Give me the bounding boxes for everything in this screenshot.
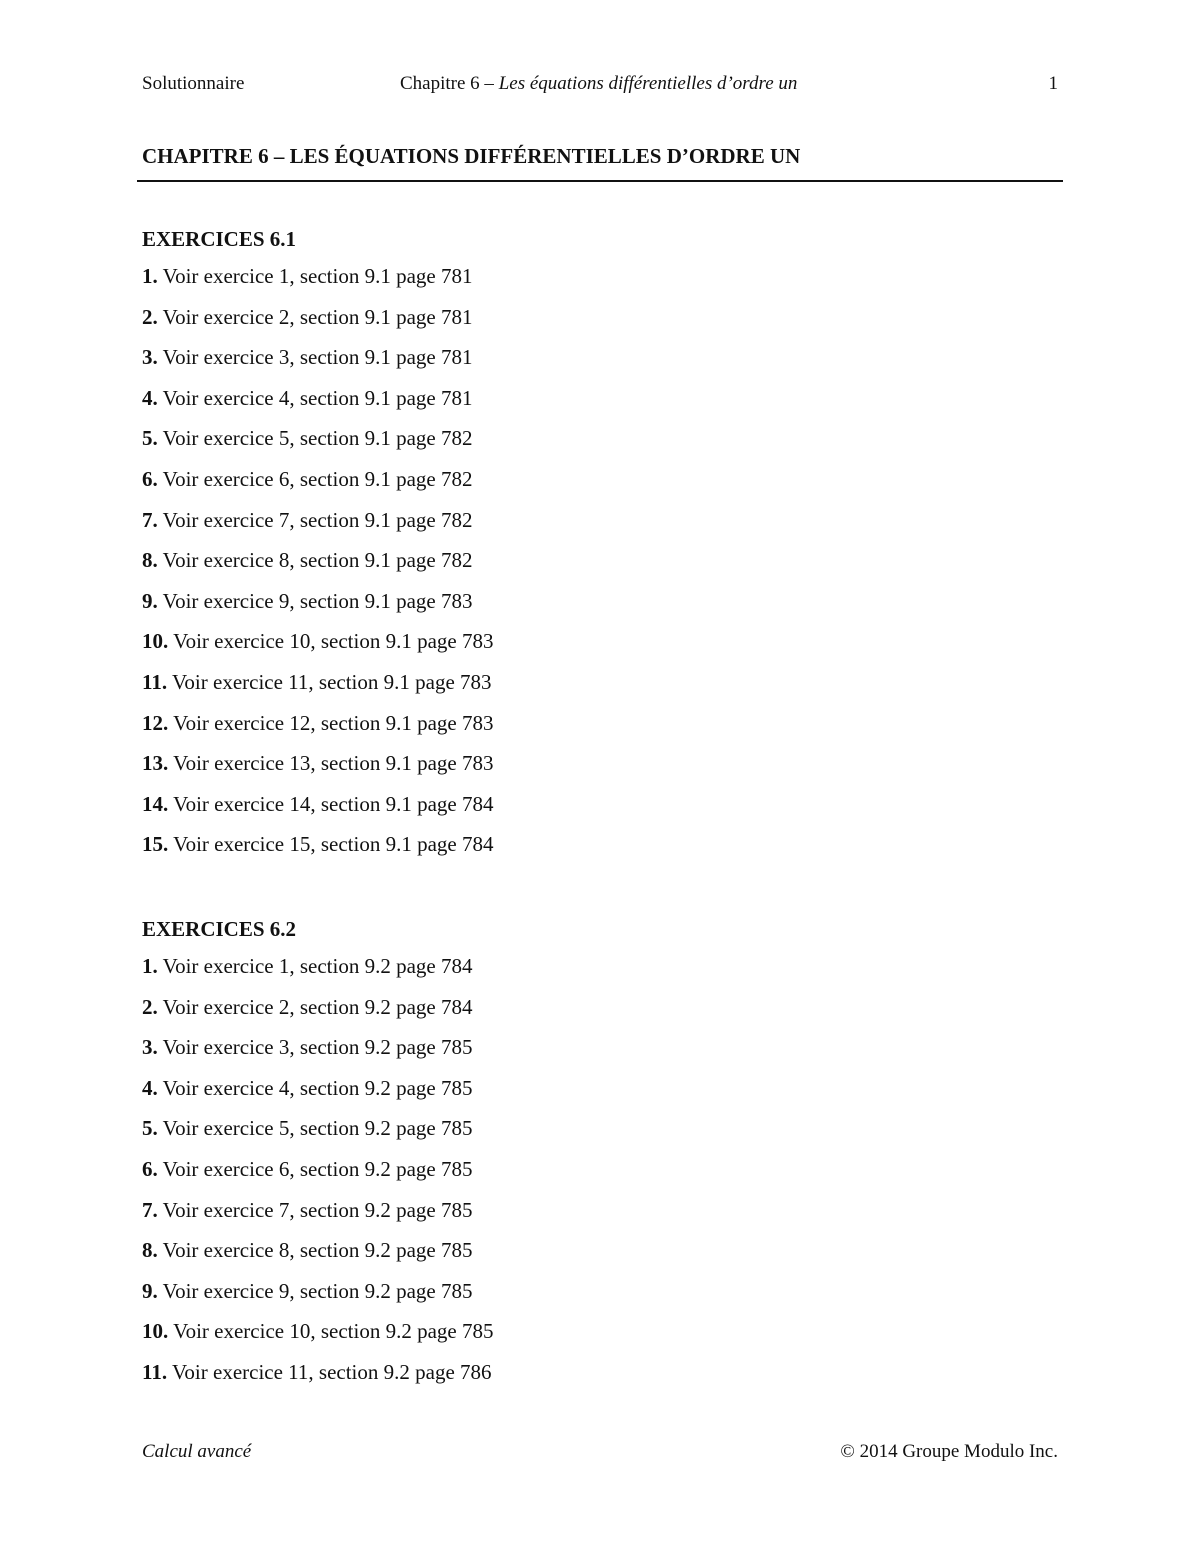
list-item	[142, 1149, 493, 1190]
exercise-number: 10.	[142, 1319, 169, 1344]
exercise-reference: Voir exercice 8, section 9.2 page 785	[157, 1238, 473, 1263]
page-header	[142, 70, 1058, 98]
exercise-reference: Voir exercice 11, section 9.1 page 783	[167, 669, 492, 694]
exercise-reference: Voir exercice 2, section 9.1 page 781	[157, 304, 473, 329]
list-item	[142, 256, 493, 297]
exercise-reference: Voir exercice 3, section 9.2 page 785	[157, 1035, 473, 1060]
list-item	[142, 581, 493, 622]
header-page-number: 1	[1048, 73, 1058, 94]
header-book-label: Solutionnaire	[142, 73, 245, 94]
exercise-number: 4.	[142, 1075, 158, 1100]
list-item	[142, 418, 493, 459]
exercise-number: 4.	[142, 385, 158, 410]
list-item	[142, 946, 493, 987]
exercise-number: 14.	[142, 791, 169, 816]
exercise-reference: Voir exercice 9, section 9.1 page 783	[157, 588, 473, 613]
exercise-number: 11.	[142, 1359, 168, 1384]
list-item	[142, 459, 493, 500]
exercise-reference: Voir exercice 15, section 9.1 page 784	[168, 832, 494, 857]
exercise-number: 3.	[142, 1035, 158, 1060]
list-item	[142, 703, 493, 744]
exercise-number: 2.	[142, 994, 158, 1019]
exercise-number: 8.	[142, 548, 158, 573]
exercise-reference: Voir exercice 10, section 9.1 page 783	[168, 629, 494, 654]
list-item	[142, 784, 493, 825]
exercise-reference: Voir exercice 12, section 9.1 page 783	[168, 710, 494, 735]
exercise-reference: Voir exercice 8, section 9.1 page 782	[157, 548, 473, 573]
exercise-number: 5.	[142, 1116, 158, 1141]
exercise-number: 13.	[142, 751, 169, 776]
exercise-number: 8.	[142, 1238, 158, 1263]
list-item	[142, 1311, 493, 1352]
chapter-title: CHAPITRE 6 – LES ÉQUATIONS DIFFÉRENTIELLES D’ORDRE UN	[142, 144, 801, 168]
list-item	[142, 987, 493, 1028]
page-footer	[142, 1438, 1058, 1466]
section-exercices-6-2	[142, 912, 493, 1393]
exercise-number: 9.	[142, 1278, 158, 1303]
list-item	[142, 1068, 493, 1109]
section-exercices-6-1	[142, 222, 493, 865]
exercise-number: 7.	[142, 1197, 158, 1222]
exercise-reference: Voir exercice 6, section 9.2 page 785	[157, 1156, 473, 1181]
section-heading: EXERCICES 6.2	[142, 917, 297, 941]
exercise-reference: Voir exercice 7, section 9.1 page 782	[157, 507, 473, 532]
list-item	[142, 743, 493, 784]
list-item	[142, 662, 493, 703]
exercise-number: 11.	[142, 669, 168, 694]
exercise-number: 1.	[142, 264, 158, 288]
list-item	[142, 1352, 493, 1393]
title-divider	[137, 180, 1063, 182]
list-item	[142, 1108, 493, 1149]
list-item	[142, 378, 493, 419]
exercise-number: 5.	[142, 426, 158, 451]
exercise-number: 15.	[142, 832, 169, 857]
exercise-number: 10.	[142, 629, 169, 654]
list-item	[142, 1271, 493, 1312]
exercise-number: 3.	[142, 345, 158, 370]
header-chapter-label	[400, 70, 797, 98]
list-item	[142, 1190, 493, 1231]
exercise-reference: Voir exercice 4, section 9.1 page 781	[157, 385, 473, 410]
exercise-number: 2.	[142, 304, 158, 329]
exercise-number: 1.	[142, 954, 158, 978]
list-item	[142, 824, 493, 865]
header-chapter-subject: Les équations différentielles d’ordre un	[498, 73, 798, 94]
list-item	[142, 1027, 493, 1068]
exercise-number: 7.	[142, 507, 158, 532]
exercise-reference: Voir exercice 5, section 9.1 page 782	[157, 426, 473, 451]
footer-copyright: © 2014 Groupe Modulo Inc.	[840, 1441, 1058, 1462]
header-chapter-prefix: Chapitre 6 –	[400, 73, 499, 94]
list-item	[142, 337, 493, 378]
section-heading: EXERCICES 6.1	[142, 227, 297, 251]
exercise-number: 9.	[142, 588, 158, 613]
exercise-reference: Voir exercice 1, section 9.2 page 784	[157, 954, 473, 978]
exercise-number: 12.	[142, 710, 169, 735]
exercise-number: 6.	[142, 1156, 158, 1181]
exercise-number: 6.	[142, 466, 158, 491]
list-item	[142, 297, 493, 338]
exercise-reference: Voir exercice 1, section 9.1 page 781	[157, 264, 473, 288]
exercise-reference: Voir exercice 14, section 9.1 page 784	[168, 791, 494, 816]
list-item	[142, 1230, 493, 1271]
exercise-reference: Voir exercice 6, section 9.1 page 782	[157, 466, 473, 491]
list-item	[142, 500, 493, 541]
exercise-reference: Voir exercice 10, section 9.2 page 785	[168, 1319, 494, 1344]
exercise-reference: Voir exercice 11, section 9.2 page 786	[167, 1359, 492, 1384]
exercise-reference: Voir exercice 9, section 9.2 page 785	[157, 1278, 473, 1303]
exercise-list	[142, 256, 493, 865]
exercise-reference: Voir exercice 4, section 9.2 page 785	[157, 1075, 473, 1100]
exercise-list	[142, 946, 493, 1393]
exercise-reference: Voir exercice 7, section 9.2 page 785	[157, 1197, 473, 1222]
list-item	[142, 621, 493, 662]
exercise-reference: Voir exercice 13, section 9.1 page 783	[168, 751, 494, 776]
exercise-reference: Voir exercice 5, section 9.2 page 785	[157, 1116, 473, 1141]
list-item	[142, 540, 493, 581]
exercise-reference: Voir exercice 2, section 9.2 page 784	[157, 994, 473, 1019]
footer-book-title: Calcul avancé	[142, 1441, 252, 1462]
exercise-reference: Voir exercice 3, section 9.1 page 781	[157, 345, 473, 370]
